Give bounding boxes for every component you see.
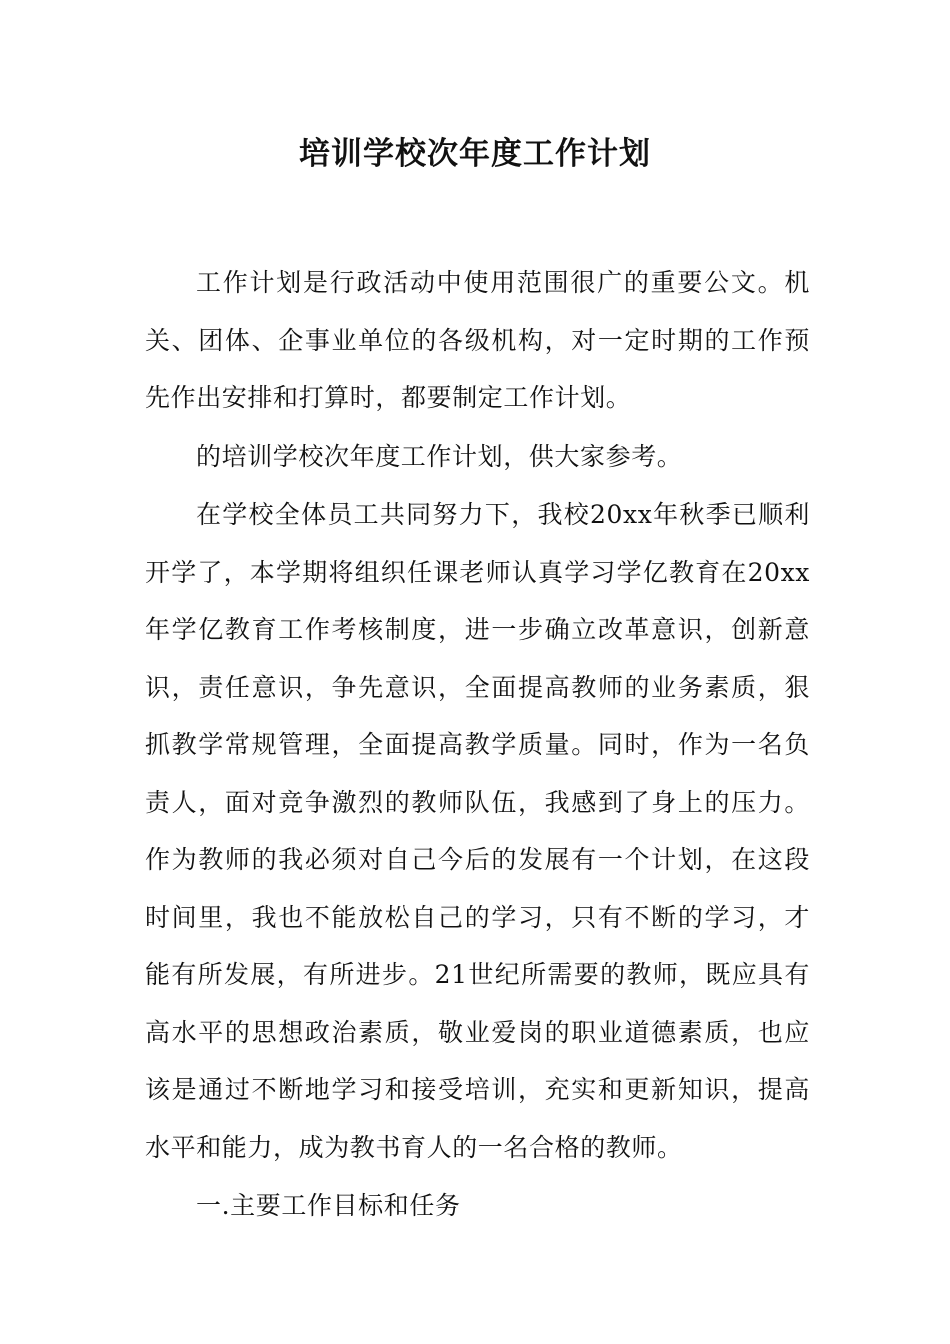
document-body bbox=[145, 254, 810, 1236]
paragraph-main: 在学校全体员工共同努力下，我校20xx年秋季已顺利开学了，本学期将组织任课老师认真学习学亿教育在20xx年学亿教育工作考核制度，进一步确立改革意识，创新意识，责任意识，争先意识，全面提高教师的业务素质，狠抓教学常规管理，全面提高教学质量。同时，作为一名负责人，面对竞争激烈的教师队伍，我感到了身上的压力。作为教师的我必须对自己今后的发展有一个计划，在这段时间里，我也不能放松自己的学习，只有不断的学习，才能有所发展，有所进步。21世纪所需要的教师，既应具有高水平的思想政治素质，敬业爱岗的职业道德素质，也应该是通过不断地学习和接受培训，充实和更新知识，提高水平和能力，成为教书育人的一名合格的教师。 bbox=[145, 500, 810, 1162]
section-heading: 一.主要工作目标和任务 bbox=[196, 1191, 461, 1220]
paragraph-reference: 的培训学校次年度工作计划，供大家参考。 bbox=[196, 441, 683, 471]
document-title: 培训学校次年度工作计划 bbox=[299, 136, 651, 172]
paragraph-intro: 工作计划是行政活动中使用范围很广的重要公文。机关、团体、企事业单位的各级机构，对一定时期的工作预先作出安排和打算时，都要制定工作计划。 bbox=[145, 268, 810, 412]
